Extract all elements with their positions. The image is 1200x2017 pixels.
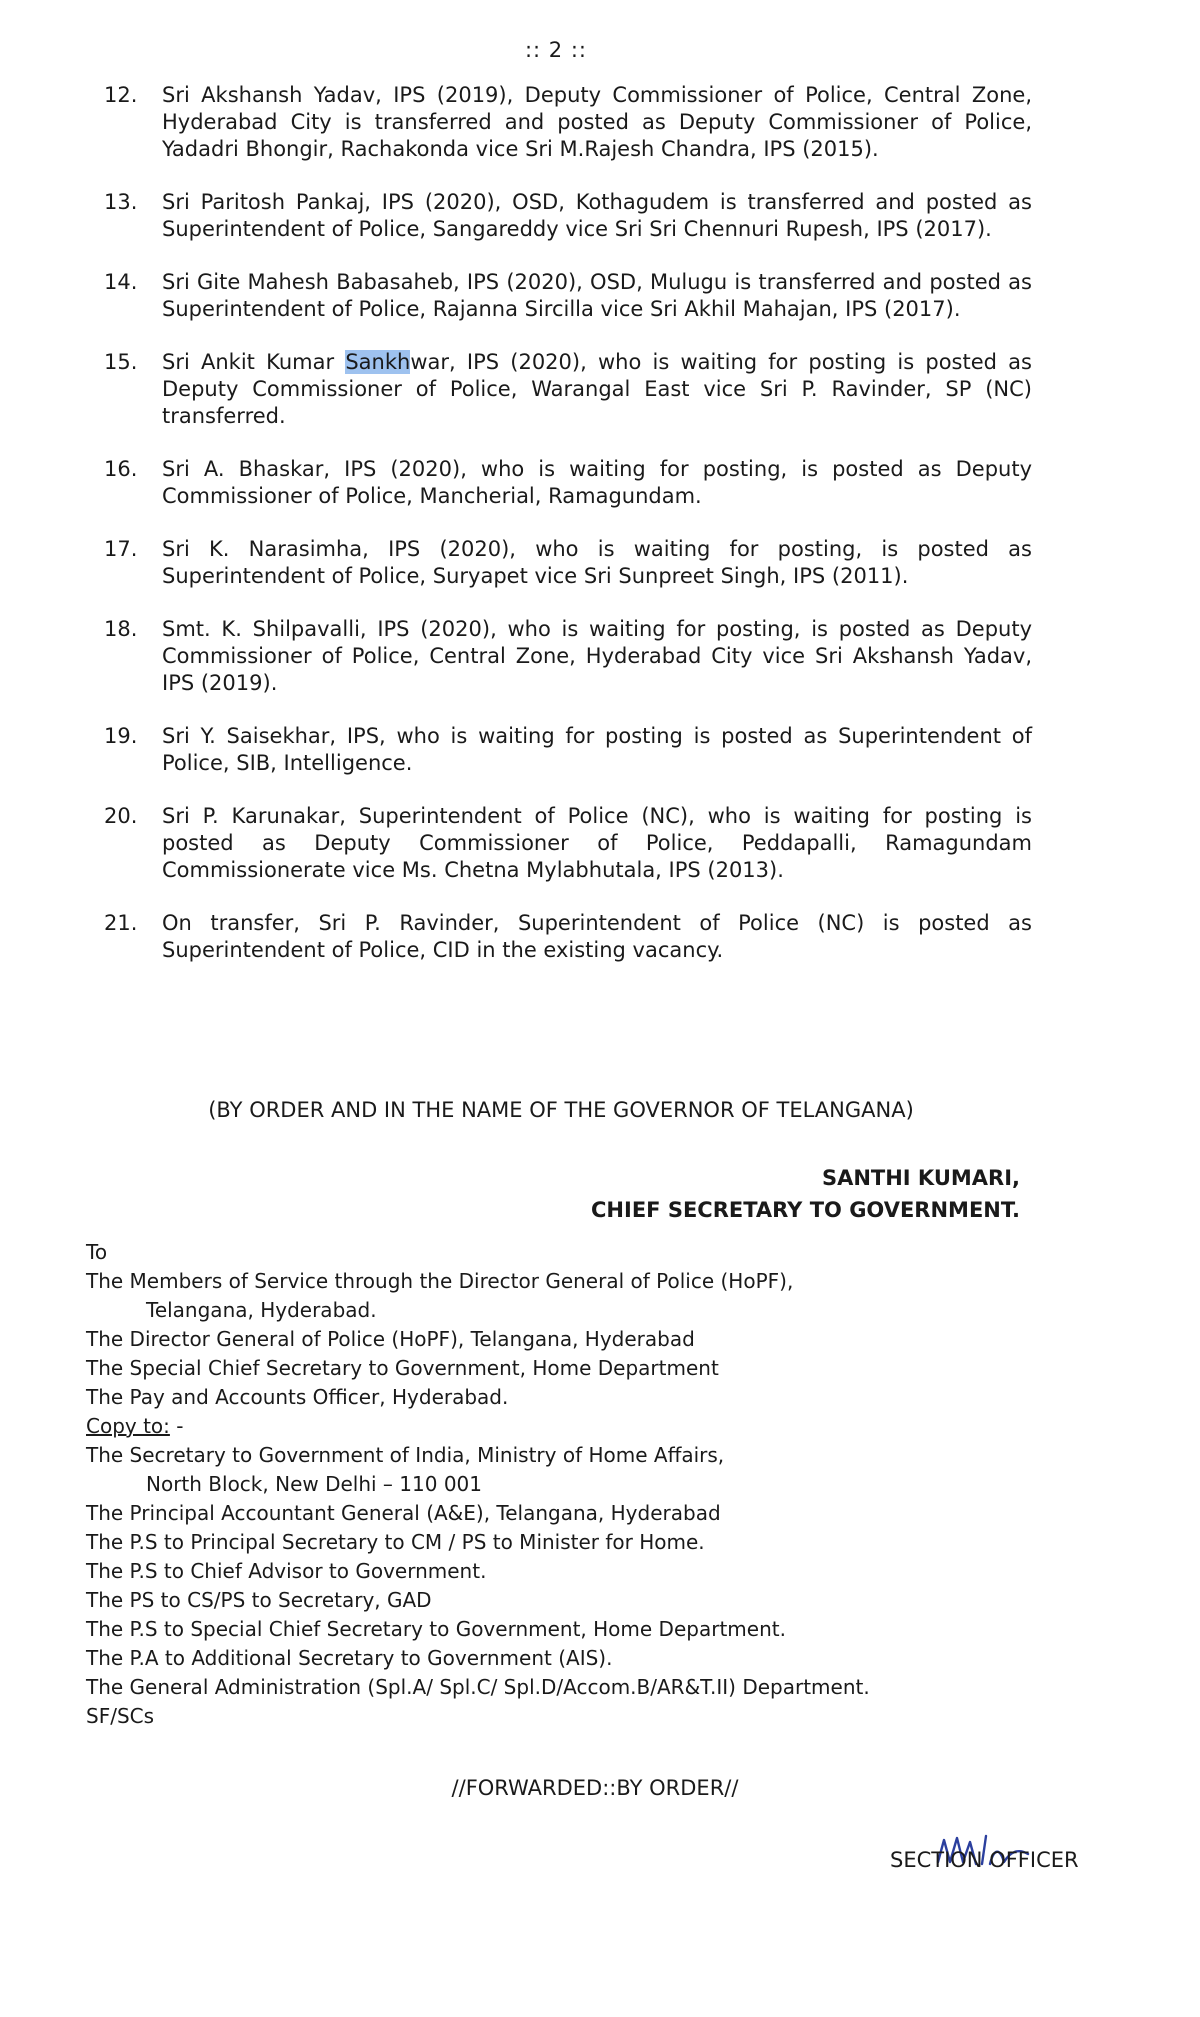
item-number: 19. [104, 724, 138, 748]
list-item [104, 189, 1032, 243]
item-text: Sri P. Karunakar, Superintendent of Police (NC), who is waiting for posting is posted as Deputy Commissioner of Police, Peddapalli, Ramagundam Commissionerate vice Ms. Chetna Mylabhutala, IPS (2013). [162, 804, 1032, 882]
item-text: Sri Akshansh Yadav, IPS (2019), Deputy Commissioner of Police, Central Zone, Hyderabad City is transferred and posted as Deputy Commissioner of Police, Yadadri Bhongir, Rachakonda vice Sri M.Rajesh Chandra, IPS (2015). [162, 83, 1032, 161]
item-text [162, 349, 1032, 430]
section-officer-label: SECTION OFFICER [890, 1848, 1079, 1872]
copy-line: The Principal Accountant General (A&E), Telangana, Hyderabad [86, 1501, 721, 1525]
item-text: Smt. K. Shilpavalli, IPS (2020), who is waiting for posting, is posted as Deputy Commissioner of Police, Central Zone, Hyderabad City vice Sri Akshansh Yadav, IPS (2019). [162, 617, 1032, 695]
item-number: 17. [104, 537, 138, 561]
to-line: The Director General of Police (HoPF), Telangana, Hyderabad [86, 1327, 695, 1351]
list-item [104, 803, 1032, 884]
list-item [104, 456, 1032, 510]
item-text: Sri Paritosh Pankaj, IPS (2020), OSD, Kothagudem is transferred and posted as Superintendent of Police, Sangareddy vice Sri Sri Chennuri Rupesh, IPS (2017). [162, 190, 1032, 241]
copy-line: The P.S to Principal Secretary to CM / PS to Minister for Home. [86, 1530, 705, 1554]
copy-line: The P.A to Additional Secretary to Government (AIS). [86, 1646, 613, 1670]
to-line: The Pay and Accounts Officer, Hyderabad. [86, 1385, 509, 1409]
list-item [104, 910, 1032, 964]
item-text: Sri A. Bhaskar, IPS (2020), who is waiting for posting, is posted as Deputy Commissioner of Police, Mancherial, Ramagundam. [162, 457, 1032, 508]
signatory-name: SANTHI KUMARI, [821, 1166, 1020, 1190]
highlighted-text[interactable]: Sankh [345, 350, 411, 374]
item-text: Sri Gite Mahesh Babasaheb, IPS (2020), OSD, Mulugu is transferred and posted as Superintendent of Police, Rajanna Sircilla vice Sri Akhil Mahajan, IPS (2017). [162, 270, 1032, 321]
item-number: 20. [104, 804, 138, 828]
copy-to-label: Copy to: [86, 1414, 170, 1438]
item-number: 15. [104, 350, 138, 374]
order-line: (BY ORDER AND IN THE NAME OF THE GOVERNOR OF TELANGANA) [208, 1098, 914, 1122]
copy-line: The General Administration (Spl.A/ Spl.C/ Spl.D/Accom.B/AR&T.II) Department. [86, 1675, 870, 1699]
copy-line: The P.S to Chief Advisor to Government. [86, 1559, 487, 1583]
to-line: The Members of Service through the Director General of Police (HoPF), [86, 1269, 794, 1293]
copy-line: North Block, New Delhi – 110 001 [146, 1472, 482, 1496]
copy-line: The PS to CS/PS to Secretary, GAD [86, 1588, 432, 1612]
item-number: 13. [104, 190, 138, 214]
to-line: Telangana, Hyderabad. [146, 1298, 377, 1322]
list-item [104, 269, 1032, 323]
list-item [104, 536, 1032, 590]
item-number: 18. [104, 617, 138, 641]
copy-line: The Secretary to Government of India, Ministry of Home Affairs, [86, 1443, 725, 1467]
copy-to-heading [86, 1412, 986, 1441]
item-number: 21. [104, 911, 138, 935]
distribution-list [86, 1238, 986, 1731]
item-text: On transfer, Sri P. Ravinder, Superintendent of Police (NC) is posted as Superintendent of Police, CID in the existing vacancy. [162, 911, 1032, 962]
item-number: 16. [104, 457, 138, 481]
list-item [104, 616, 1032, 697]
item-text: Sri Y. Saisekhar, IPS, who is waiting for posting is posted as Superintendent of Police, SIB, Intelligence. [162, 724, 1032, 775]
list-item [104, 723, 1032, 777]
list-item [104, 349, 1032, 430]
transfer-list [104, 82, 1032, 990]
copy-line: The P.S to Special Chief Secretary to Government, Home Department. [86, 1617, 786, 1641]
signature-block [520, 1162, 1020, 1226]
item-number: 14. [104, 270, 138, 294]
item-text-pre: Sri Ankit Kumar [162, 350, 346, 374]
signatory-title: CHIEF SECRETARY TO GOVERNMENT. [591, 1198, 1020, 1222]
list-item [104, 82, 1032, 163]
item-text: Sri K. Narasimha, IPS (2020), who is waiting for posting, is posted as Superintendent of Police, Suryapet vice Sri Sunpreet Singh, IPS (2011). [162, 537, 1032, 588]
item-number: 12. [104, 83, 138, 107]
forwarded-line: //FORWARDED::BY ORDER// [451, 1776, 739, 1800]
copy-line: SF/SCs [86, 1704, 155, 1728]
page-number: :: 2 :: [524, 38, 587, 62]
to-line: The Special Chief Secretary to Government, Home Department [86, 1356, 719, 1380]
item-text-post: war, IPS (2020), who is waiting for posting is posted as Deputy Commissioner of Police, Warangal East vice Sri P. Ravinder, SP (NC) transferred. [162, 350, 1032, 428]
copy-to-suffix: - [169, 1414, 184, 1438]
to-label: To [86, 1240, 108, 1264]
